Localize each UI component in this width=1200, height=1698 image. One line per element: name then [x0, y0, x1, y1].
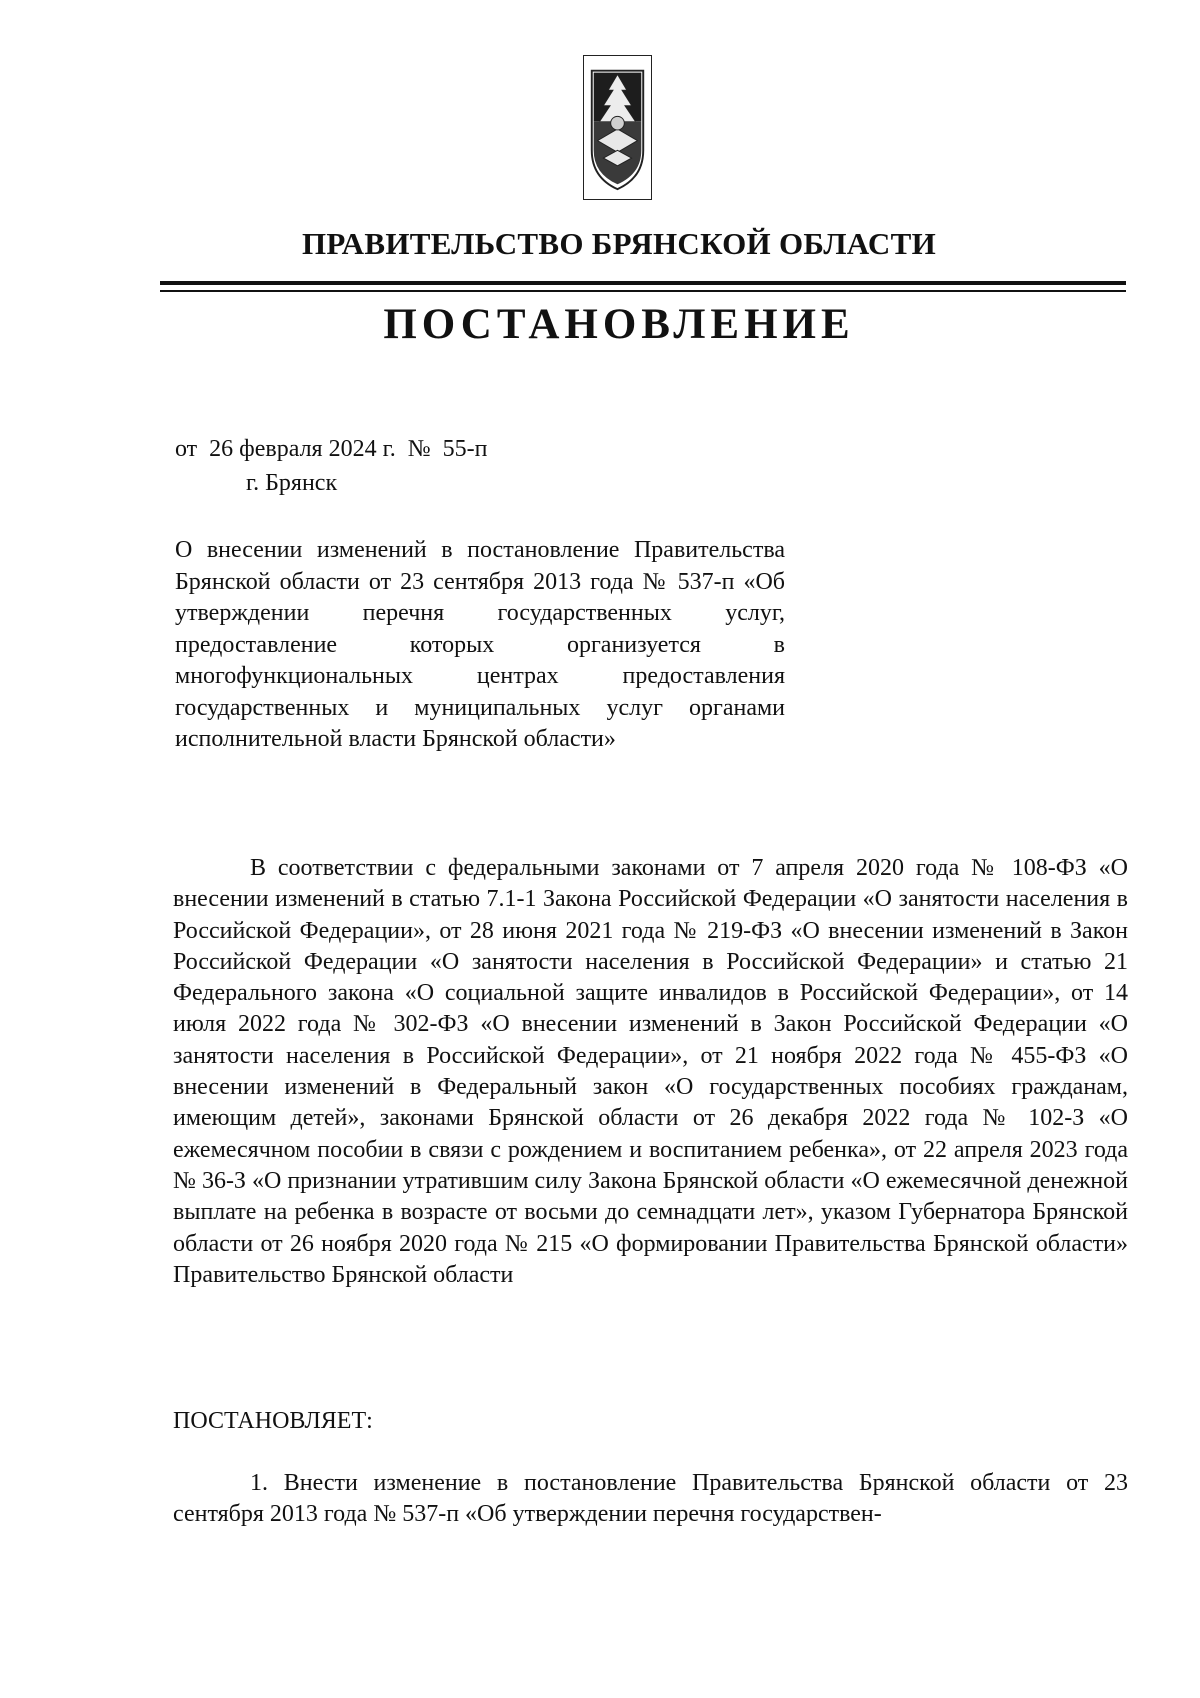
document-date-number [175, 436, 493, 463]
header-divider-thick [160, 281, 1126, 285]
preamble-paragraph: В соответствии с федеральными законами от 7 апреля 2020 года № 108-ФЗ «О внесении изменений в статью 7.1-1 Закона Российской Федерации «О занятости населения в Российской Федерации», от 28 июня 2021 года № 219-ФЗ «О внесении изменений в Закон Российской Федерации «О занятости населения в Российской Федерации» и статью 21 Федерального закона «О социальной защите инвалидов в Российской Федерации», от 14 июля 2022 года № 302-ФЗ «О внесении изменений в Закон Российской Федерации «О занятости населения в Российской Федерации», от 21 ноября 2022 года № 455-ФЗ «О внесении изменений в Федеральный закон «О государственных пособиях гражданам, имеющим детей», законами Брянской области от 26 декабря 2022 года № 102-З «О ежемесячном пособии в связи с рождением и воспитанием ребенка», от 22 апреля 2023 года № 36-З «О признании утратившим силу Закона Брянской области «О ежемесячной денежной выплате на ребенка в возрасте от восьми до семнадцати лет», указом Губернатора Брянской области от 26 ноября 2020 года № 215 «О формировании Правительства Брянской области» Правительство Брянской области [173, 855, 1128, 1288]
decree-item-1: 1. Внести изменение в постановление Правительства Брянской области от 23 сентября 2013 года № 537-п «Об утверждении перечня государствен- [173, 1470, 1128, 1528]
header-divider-thin [160, 290, 1126, 292]
organization-title: ПРАВИТЕЛЬСТВО БРЯНСКОЙ ОБЛАСТИ [301, 226, 937, 261]
document-type-heading: ПОСТАНОВЛЕНИЕ [383, 301, 855, 348]
document-date: 26 февраля 2024 г. [209, 436, 396, 462]
decree-word: ПОСТАНОВЛЯЕТ: [173, 1408, 373, 1434]
document-number: 55-п [442, 436, 488, 462]
document-subject: О внесении изменений в постановление Правительства Брянской области от 23 сентября 2013 года № 537-п «Об утверждении перечня государственных услуг, предоставление которых организуется в многофункциональных центрах предоставления государственных и муниципальных услуг органами исполнительной власти Брянской области» [175, 537, 785, 752]
date-prefix: от [175, 436, 198, 462]
document-city: г. Брянск [246, 470, 338, 496]
number-sign: № [407, 436, 431, 462]
coat-of-arms-icon [583, 55, 652, 200]
